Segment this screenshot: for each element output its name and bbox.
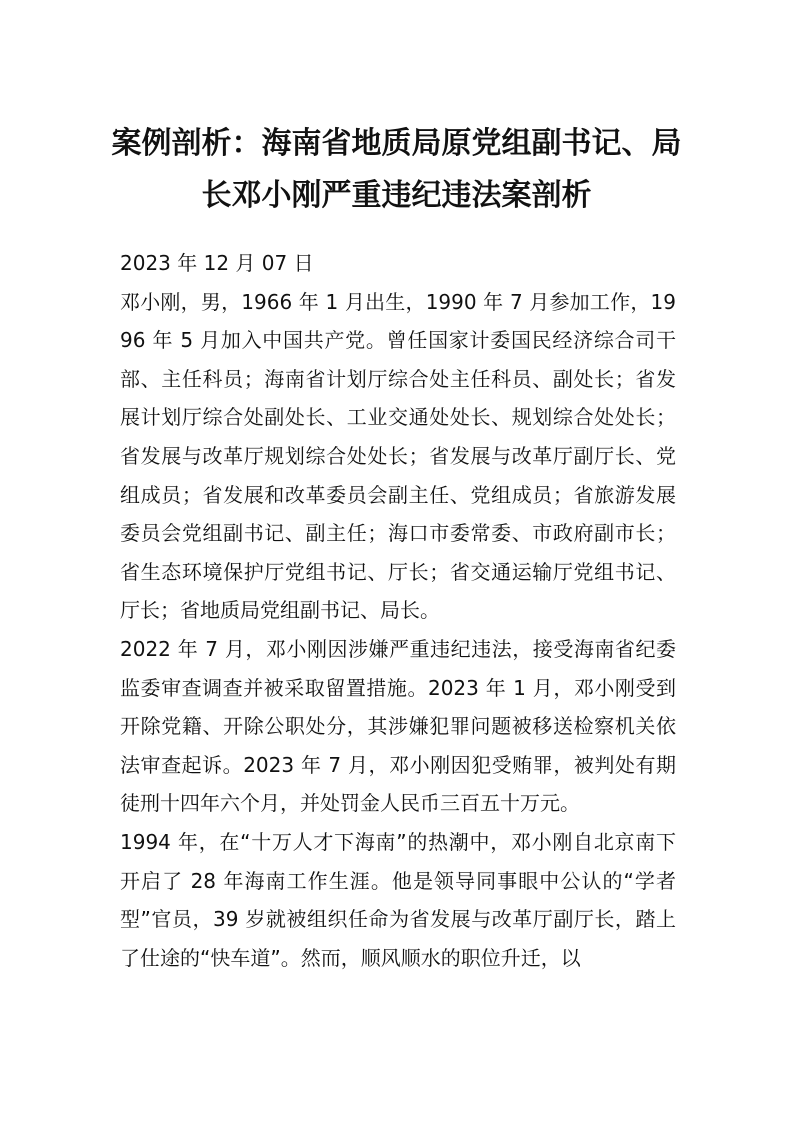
- paragraph-background: 1994 年，在“十万人才下海南”的热潮中，邓小刚自北京南下开启了 28 年海南工作生涯。他是领导同事眼中公认的“学者型”官员，39 岁就被组织任命为省发展与改革厅副厅长，踏上了仕途的“快车道”。然而，顺风顺水的职位升迁，以: [120, 829, 676, 970]
- paragraph-profile: 邓小刚，男，1966 年 1 月出生，1990 年 7 月参加工作，1996 年 5 月加入中国共产党。曾任国家计委国民经济综合司干部、主任科员；海南省计划厅综合处主任科员、副处长；省发展计划厅综合处副处长、工业交通处处长、规划综合处处长；省发展与改革厅规划综合处处长；省发展与改革厅副厅长、党组成员；省发展和改革委员会副主任、党组成员；省旅游发展委员会党组副书记、副主任；海口市委常委、市政府副市长；省生态环境保护厅党组书记、厅长；省交通运输厅党组书记、厅长；省地质局党组副书记、局长。: [120, 289, 676, 623]
- paragraph-investigation: 2022 年 7 月，邓小刚因涉嫌严重违纪违法，接受海南省纪委监委审查调查并被采取留置措施。2023 年 1 月，邓小刚受到开除党籍、开除公职处分，其涉嫌犯罪问题被移送检察机关依法审查起诉。2023 年 7 月，邓小刚因犯受贿罪，被判处有期徒刑十四年六个月，并处罚金人民币三百五十万元。: [120, 636, 676, 816]
- document-title: 案例剖析：海南省地质局原党组副书记、局长邓小刚严重违纪违法案剖析: [111, 126, 682, 213]
- document-body: [120, 244, 676, 977]
- publish-date: 2023 年 12 月 07 日: [120, 251, 314, 275]
